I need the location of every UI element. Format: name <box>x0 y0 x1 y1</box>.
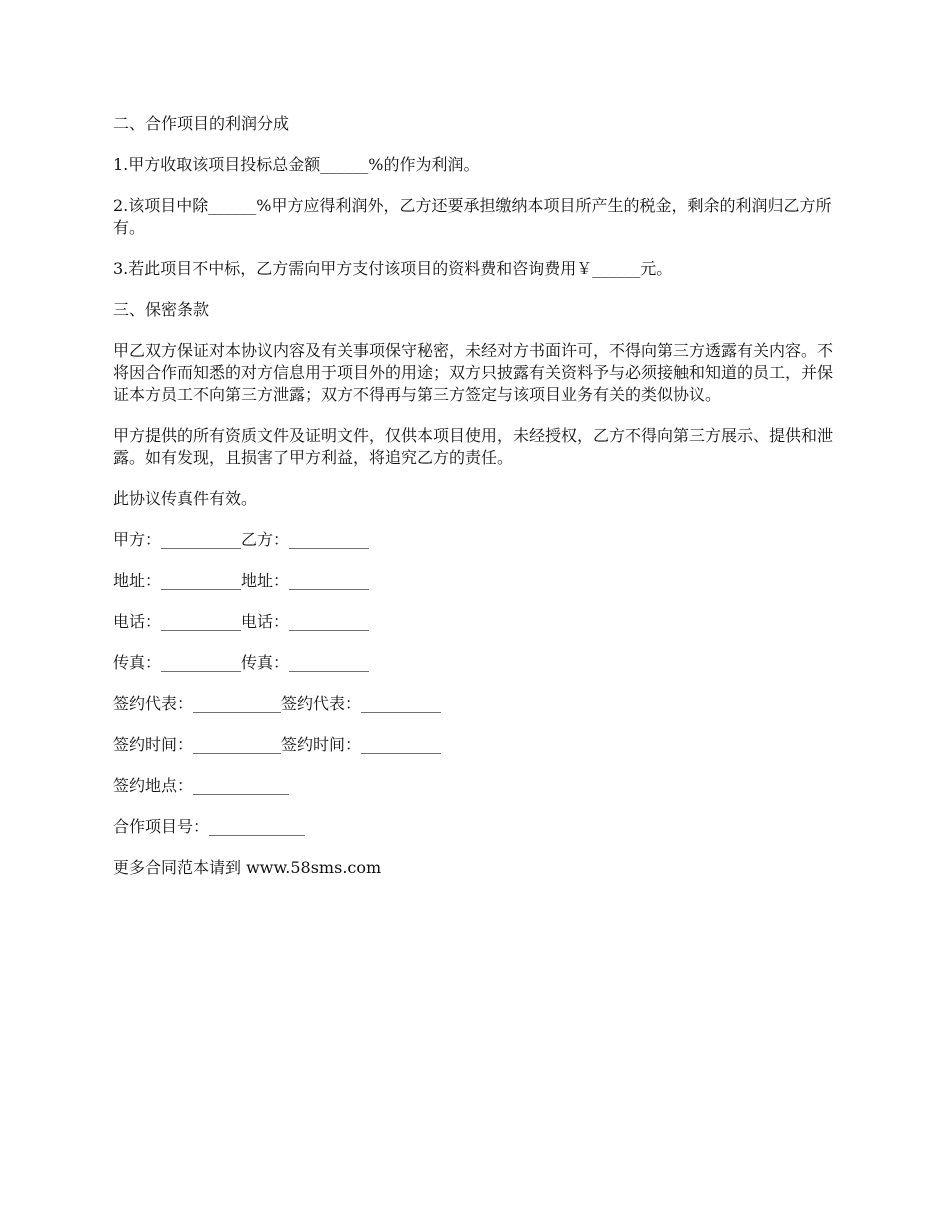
signing-representative-line: 签约代表：___________签约代表：__________ <box>113 694 442 713</box>
fax-line: 传真：__________传真：__________ <box>113 653 370 672</box>
section-heading-profit: 二、合作项目的利润分成 <box>113 114 290 133</box>
clause-3-fee-if-not-awarded: 3.若此项目不中标，乙方需向甲方支付该项目的资料费和咨询费用￥______元。 <box>113 259 673 278</box>
confidentiality-paragraph-2: 甲方提供的所有资质文件及证明文件，仅供本项目使用，未经授权，乙方不得向第三方展示、提供和泄露。如有发现，且损害了甲方利益，将追究乙方的责任。 <box>113 426 834 467</box>
footer-more-templates: 更多合同范本请到 www.58sms.com <box>113 858 382 877</box>
document-page <box>113 113 838 898</box>
section-heading-confidentiality: 三、保密条款 <box>113 300 210 319</box>
party-names-line: 甲方：__________乙方：__________ <box>113 530 370 549</box>
fax-validity-statement: 此协议传真件有效。 <box>113 489 258 508</box>
clause-1-profit-rate: 1.甲方收取该项目投标总金额______%的作为利润。 <box>113 155 480 174</box>
address-line: 地址：__________地址：__________ <box>113 571 370 590</box>
phone-line: 电话：__________电话：__________ <box>113 612 370 631</box>
clause-2-tax-and-remainder: 2.该项目中除______%甲方应得利润外，乙方还要承担缴纳本项目所产生的税金，剩余的利润归乙方所有。 <box>113 196 832 237</box>
confidentiality-paragraph-1: 甲乙双方保证对本协议内容及有关事项保守秘密，未经对方书面许可，不得向第三方透露有关内容。不将因合作而知悉的对方信息用于项目外的用途；双方只披露有关资料予与必须接触和知道的员工，并保证本方员工不向第三方泄露；双方不得再与第三方签定与该项目业务有关的类似协议。 <box>113 341 834 404</box>
project-number-line: 合作项目号：____________ <box>113 817 306 836</box>
signing-time-line: 签约时间：___________签约时间：__________ <box>113 735 442 754</box>
signing-place-line: 签约地点：____________ <box>113 776 290 795</box>
